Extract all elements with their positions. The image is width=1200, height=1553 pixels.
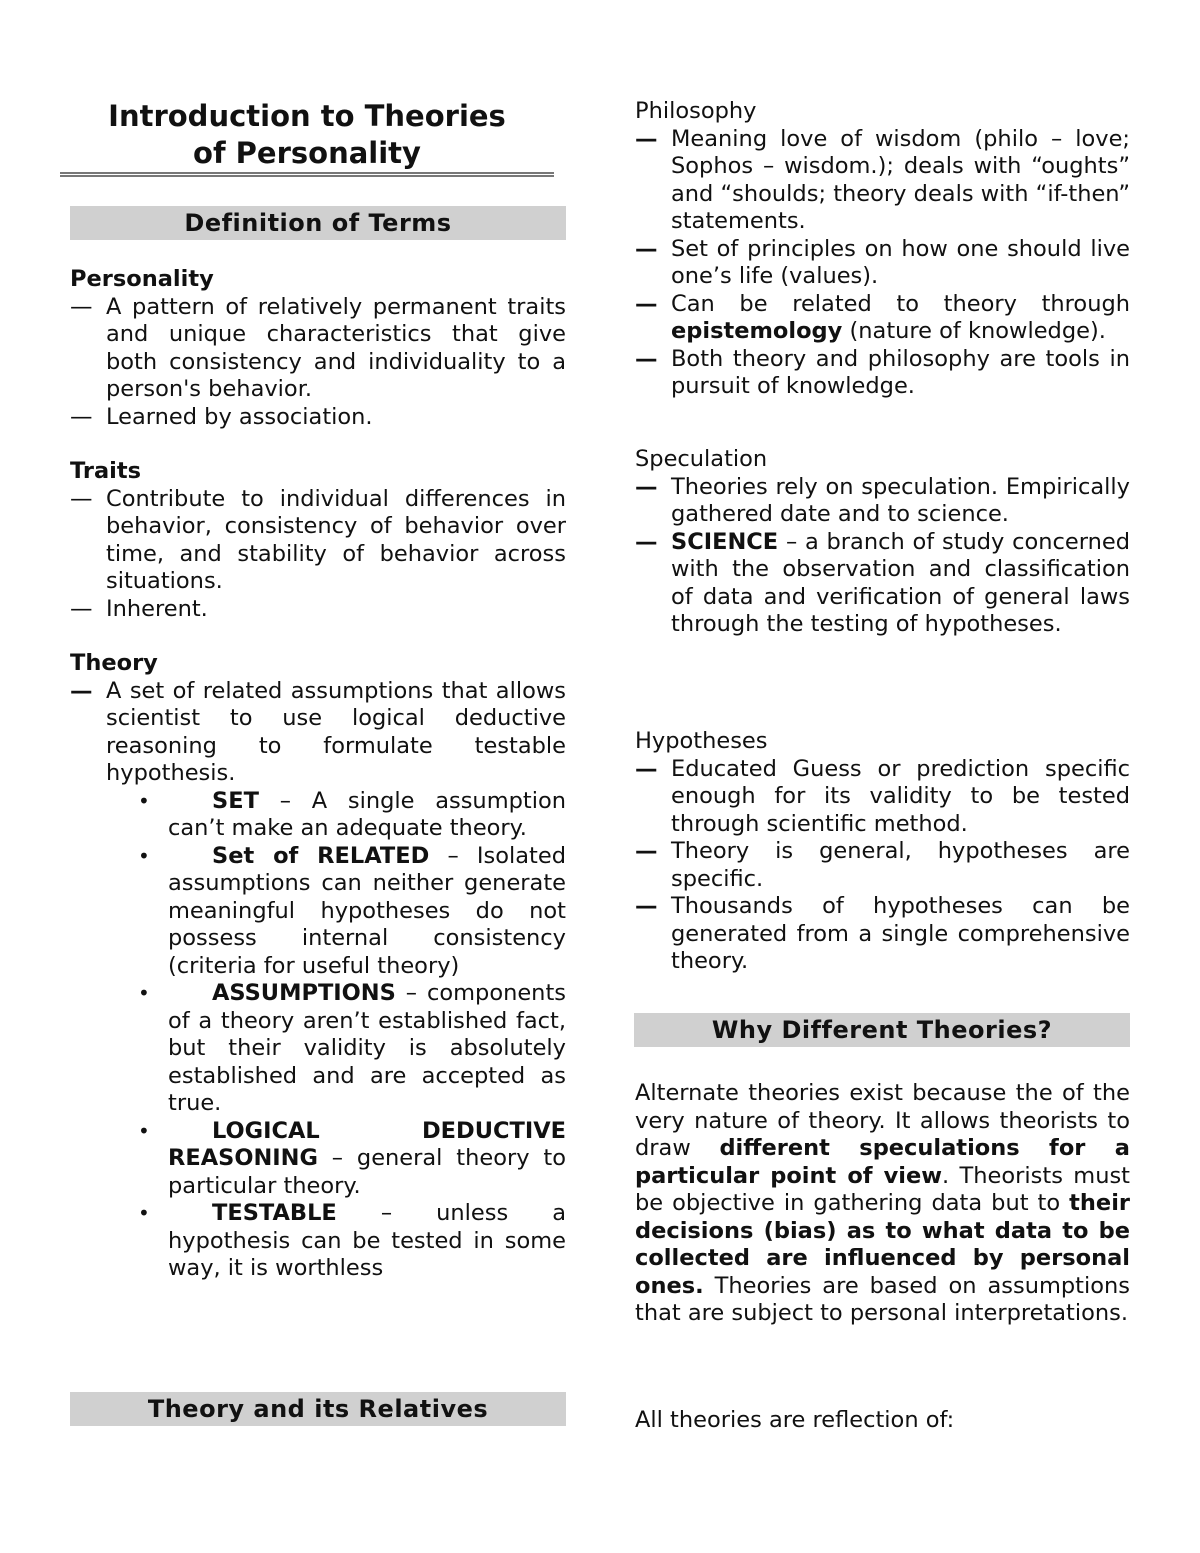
page-title-line-2: of Personality [193, 136, 421, 170]
list-item [70, 486, 566, 596]
section-philosophy [635, 98, 1130, 401]
bullet-term: SET [212, 787, 259, 814]
paragraph-bold: their decisions (bias) as to what data to be collected are influenced by personal ones. [635, 1190, 1130, 1299]
dash-mark: — [70, 293, 93, 320]
dash-mark: — [635, 528, 658, 555]
item-text: Contribute to individual differences in behavior, consistency of behavior over time, and stability of behavior across situations. [106, 485, 566, 594]
dash-mark: — [635, 125, 658, 152]
bullet-term: ASSUMPTIONS [212, 980, 396, 1006]
list-item [635, 529, 1130, 639]
title-double-rule [60, 172, 554, 177]
list-item [635, 291, 1130, 346]
heading-hypotheses: Hypotheses [635, 728, 768, 754]
list-item [635, 893, 1130, 976]
list-item [635, 838, 1130, 893]
dash-mark: — [70, 485, 93, 512]
heading-traits: Traits [70, 458, 142, 484]
heading-philosophy: Philosophy [635, 98, 757, 124]
item-text: Inherent. [106, 595, 208, 622]
item-text: (nature of knowledge). [842, 318, 1106, 344]
item-text: Theory is general, hypotheses are specific. [671, 838, 1130, 892]
dash-mark: — [635, 473, 658, 500]
list-item [635, 756, 1130, 839]
bullet-term: LOGICAL DEDUCTIVE REASONING [168, 1117, 566, 1171]
list-item [635, 346, 1130, 401]
bullet-mark: • [138, 1118, 150, 1143]
list-item [70, 294, 566, 404]
paragraph-text: . Theorists must be objective in gathering data but to [635, 1162, 1130, 1216]
bullet-item [138, 842, 566, 981]
section-hypotheses [635, 728, 1130, 976]
dash-mark: — [70, 403, 93, 430]
dash-mark: — [70, 677, 93, 704]
heading-theory: Theory [70, 650, 158, 676]
bullet-text: – A single assumption can’t make an adequate theory. [168, 787, 566, 841]
dash-mark: — [635, 290, 658, 317]
dash-mark: — [635, 235, 658, 262]
paragraph-all-theories: All theories are reflection of: [635, 1407, 955, 1433]
bullet-item [138, 787, 566, 843]
list-item [635, 126, 1130, 236]
item-bold-term: SCIENCE [671, 528, 779, 555]
bullet-mark: • [138, 1201, 150, 1225]
item-text: A set of related assumptions that allows scientist to use logical deductive reasoning to formulate testable hypothesis. [106, 677, 566, 786]
item-text: – a branch of study concerned with the observation and classification of data and verification of general laws through the testing of hypotheses. [671, 528, 1130, 637]
bullet-term: TESTABLE [212, 1200, 337, 1226]
item-text: Both theory and philosophy are tools in pursuit of knowledge. [671, 345, 1130, 399]
item-text: Theories rely on speculation. Empirically gathered date and to science. [671, 473, 1130, 527]
paragraph-bold: different speculations for a particular point of view [635, 1135, 1130, 1189]
dash-mark: — [635, 755, 658, 782]
page-title [60, 98, 554, 172]
bullet-text: – components of a theory aren’t established fact, but their validity is absolutely established and are accepted as true. [168, 980, 566, 1116]
item-text: Thousands of hypotheses can be generated from a single comprehensive theory. [671, 893, 1130, 974]
dash-mark: — [635, 345, 658, 372]
list-item [635, 236, 1130, 291]
bullet-item [138, 980, 566, 1118]
paragraph-text: Alternate theories exist because the of the very nature of theory. It allows theorists to draw [635, 1080, 1130, 1161]
bullet-mark: • [138, 843, 150, 868]
bullet-item [138, 1117, 566, 1201]
section-personality [70, 266, 566, 431]
bullet-term: Set of RELATED [212, 842, 430, 869]
item-text: Meaning love of wisdom (philo – love; Sophos – wisdom.); deals with “oughts” and “shoulds; theory deals with “if-then” statements. [671, 125, 1130, 234]
list-item [70, 404, 566, 432]
paragraph-text: Theories are based on assumptions that are subject to personal interpretations. [635, 1272, 1130, 1326]
item-text: Set of principles on how one should live one’s life (values). [671, 235, 1130, 289]
section-theory [70, 650, 566, 1283]
bullet-text: – Isolated assumptions can neither generate meaningful hypotheses do not possess internal consistency (criteria for useful theory) [168, 842, 566, 979]
list-item [70, 596, 566, 624]
bullet-text: – unless a hypothesis can be tested in some way, it is worthless [168, 1200, 566, 1281]
section-speculation [635, 446, 1130, 639]
item-bold-term: epistemology [671, 318, 843, 344]
dash-mark: — [635, 838, 658, 864]
list-item [635, 474, 1130, 529]
bullet-mark: • [138, 788, 150, 813]
heading-speculation: Speculation [635, 446, 768, 472]
item-text: Learned by association. [106, 403, 373, 430]
dash-mark: — [635, 893, 658, 919]
dash-mark: — [70, 595, 93, 622]
banner-definition-of-terms: Definition of Terms [70, 206, 566, 240]
section-traits [70, 458, 566, 623]
paragraph-why-different-theories [635, 1080, 1130, 1328]
heading-personality: Personality [70, 266, 214, 292]
banner-why-different-theories: Why Different Theories? [634, 1013, 1130, 1047]
banner-theory-and-its-relatives: Theory and its Relatives [70, 1392, 566, 1426]
bullet-mark: • [138, 981, 150, 1005]
item-text: A pattern of relatively permanent traits and unique characteristics that give both consistency and individuality to a person's behavior. [106, 293, 566, 402]
item-text: Can be related to theory through [671, 290, 1130, 317]
item-text: Educated Guess or prediction specific enough for its validity to be tested through scientific method. [671, 755, 1130, 837]
bullet-item [138, 1200, 566, 1283]
page-title-line-1: Introduction to Theories [108, 99, 506, 133]
bullet-text: – general theory to particular theory. [168, 1145, 566, 1199]
list-item [70, 678, 566, 788]
